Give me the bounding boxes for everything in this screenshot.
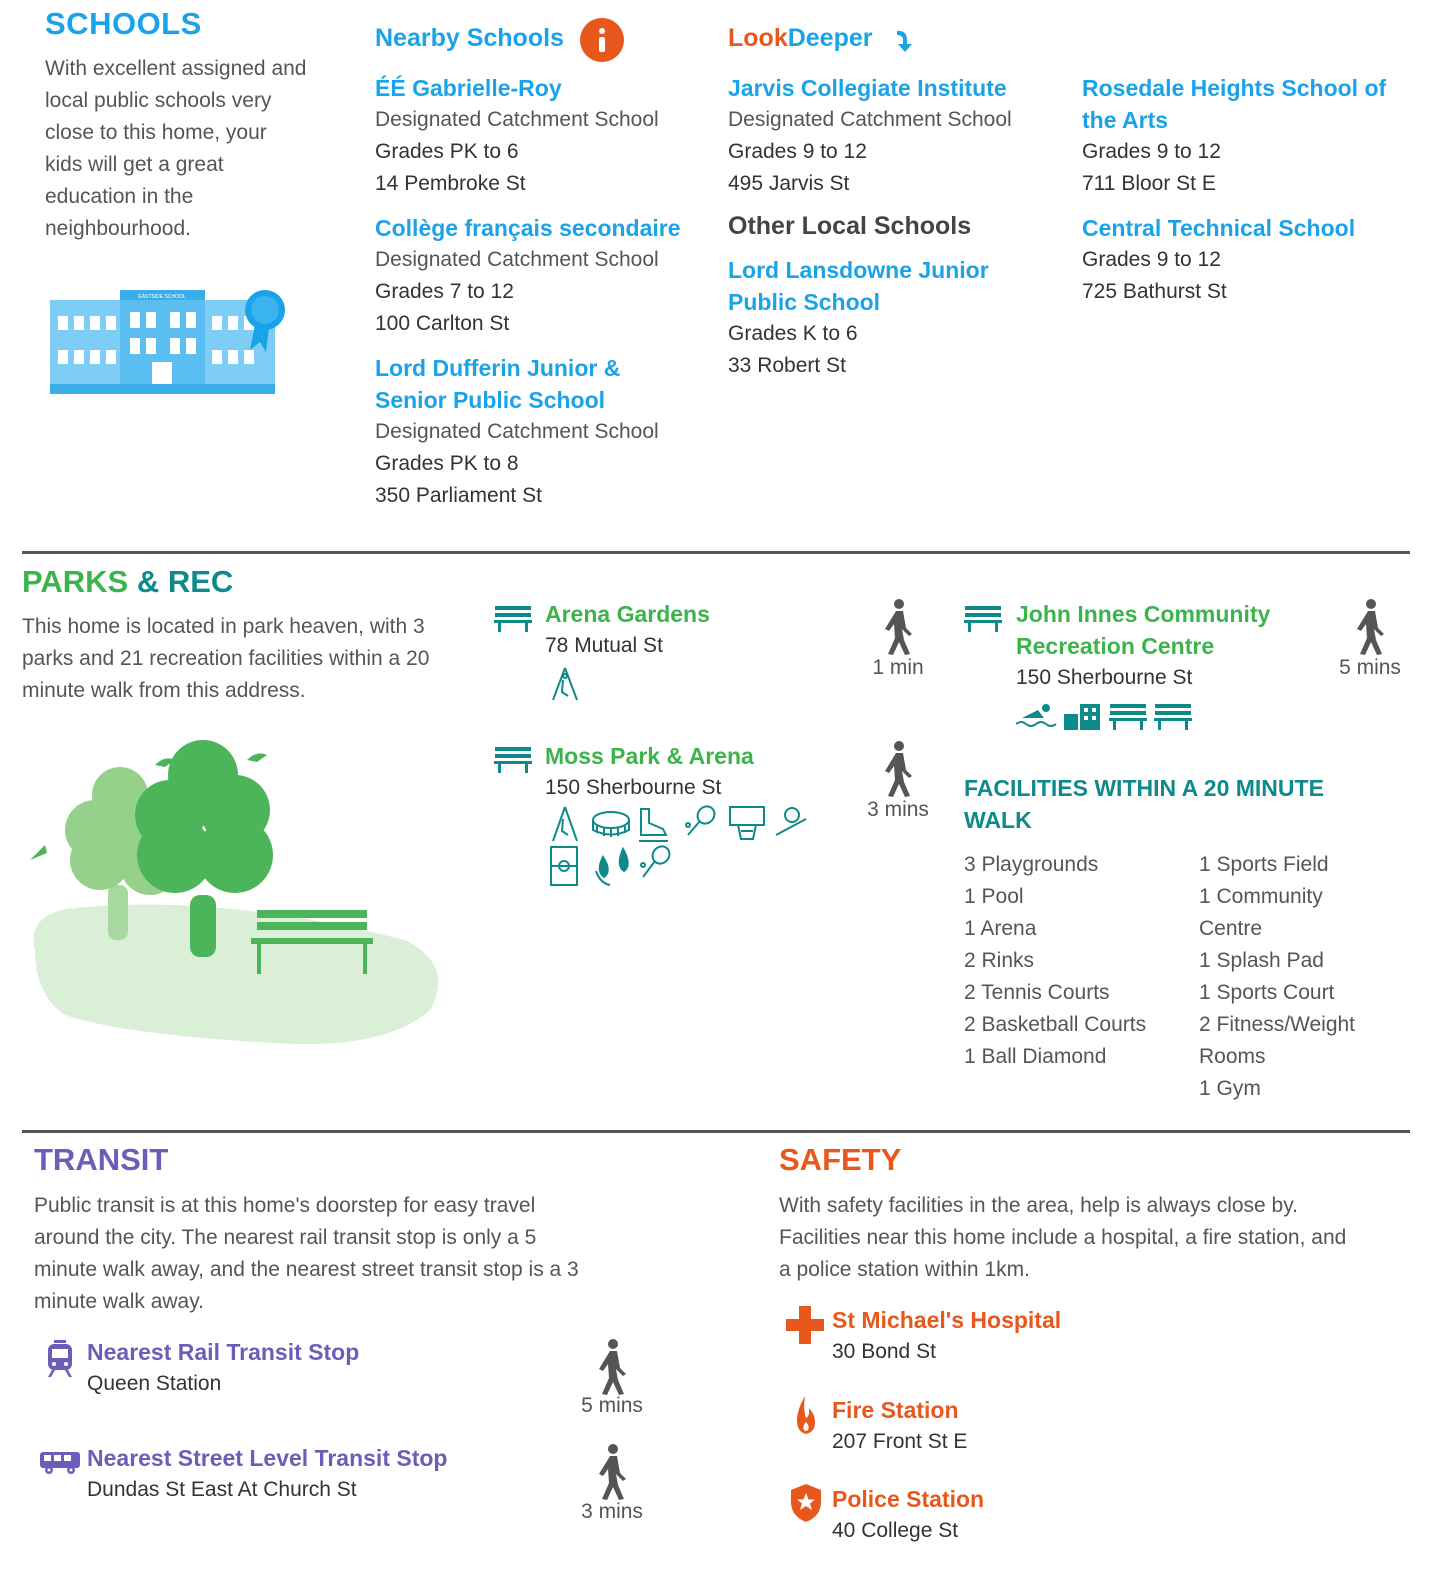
facility-item: 1 Sports Court [1199, 981, 1335, 1004]
bench-icon [494, 745, 532, 773]
walk-time: 5 mins [1339, 656, 1401, 679]
school-name[interactable] [375, 352, 715, 416]
park-address: 150 Sherbourne St [1016, 666, 1193, 689]
facilities-heading [964, 772, 1324, 836]
transit-intro-line: around the city. The nearest rail transit stop is only a 5 [34, 1226, 537, 1249]
fire-icon [793, 1396, 819, 1436]
walking-person-icon [878, 740, 918, 798]
school-grades: Grades 9 to 12 [728, 140, 867, 163]
school-type: Designated Catchment School [375, 248, 659, 271]
nearby-schools-heading: Nearby Schools [375, 24, 564, 52]
park-name-line2: Recreation Centre [1016, 633, 1215, 659]
facility-item: 1 Gym [1199, 1077, 1261, 1100]
facility-item: 2 Fitness/Weight [1199, 1013, 1356, 1036]
school-name[interactable]: Jarvis Collegiate Institute [728, 75, 1007, 101]
section-divider [22, 1130, 1410, 1133]
park-name[interactable] [1016, 598, 1270, 662]
school-name-line2: Public School [728, 289, 881, 315]
moss-park-facility-icons [548, 805, 818, 889]
facility-item: 1 Arena [964, 917, 1037, 940]
pool-icon [1016, 704, 1056, 726]
park-name[interactable]: Moss Park & Arena [545, 743, 754, 769]
park-address: 150 Sherbourne St [545, 776, 722, 799]
safety-address: 30 Bond St [832, 1340, 936, 1363]
lookdeeper-link[interactable] [728, 24, 872, 53]
school-grades: Grades K to 6 [728, 322, 858, 345]
walk-time: 1 min [872, 656, 924, 679]
school-name-line1: Lord Dufferin Junior & [375, 355, 621, 381]
facility-item: 1 Splash Pad [1199, 949, 1324, 972]
school-list-col3 [1082, 72, 1427, 308]
safety-intro-line: With safety facilities in the area, help is always close by. [779, 1194, 1299, 1217]
splash-pad-icon [596, 849, 628, 885]
facility-item: 2 Rinks [964, 949, 1035, 972]
transit-intro [34, 1190, 579, 1318]
street-stop-label[interactable]: Nearest Street Level Transit Stop [87, 1445, 448, 1471]
school-sign: EASTSIDE SCHOOL [138, 294, 186, 300]
facility-item: 3 Playgrounds [964, 853, 1099, 876]
school-address: 711 Bloor St E [1082, 172, 1216, 195]
school-address: 725 Bathurst St [1082, 280, 1227, 303]
school-name[interactable]: Central Technical School [1082, 215, 1356, 241]
school-address: 14 Pembroke St [375, 172, 526, 195]
school-address: 100 Carlton St [375, 312, 510, 335]
school-grades: Grades PK to 6 [375, 140, 519, 163]
school-address: 495 Jarvis St [728, 172, 850, 195]
safety-name[interactable]: St Michael's Hospital [832, 1307, 1062, 1333]
tennis-icon [641, 843, 673, 877]
facilities-col2 [1199, 849, 1355, 1105]
tennis-icon [686, 805, 718, 835]
playground-slide-icon [550, 666, 580, 702]
school-name-line1: Rosedale Heights School of [1082, 75, 1387, 101]
info-icon[interactable] [580, 18, 624, 62]
lookdeeper-look: Look [728, 24, 788, 52]
school-name-line2: the Arts [1082, 107, 1169, 133]
schools-intro: With excellent assigned and local public schools very close to this home, your kids will get a great education in the neighbourhood. [45, 57, 307, 240]
facility-item: Rooms [1199, 1045, 1266, 1068]
school-grades: Grades PK to 8 [375, 452, 519, 475]
playground-slide-icon [553, 807, 577, 841]
school-name[interactable]: ÉÉ Gabrielle-Roy [375, 75, 562, 101]
community-centre-icon [1064, 704, 1100, 730]
school-type: Designated Catchment School [375, 420, 659, 443]
park-name-line1: John Innes Community [1016, 601, 1271, 627]
transit-intro-line: Public transit is at this home's doorstep for easy travel [34, 1194, 536, 1217]
schools-title: SCHOOLS [45, 6, 202, 41]
parks-intro: This home is located in park heaven, with 3 parks and 21 recreation facilities within a 20 minute walk from this address. [22, 615, 430, 702]
street-stop-name: Dundas St East At Church St [87, 1478, 357, 1501]
facility-item: 1 Ball Diamond [964, 1045, 1107, 1068]
facilities-col1 [964, 849, 1146, 1073]
park-name[interactable]: Arena Gardens [545, 601, 710, 627]
parks-title-parks: PARKS [22, 564, 129, 599]
ball-diamond-icon [776, 808, 806, 835]
school-type: Designated Catchment School [728, 108, 1012, 131]
transit-intro-line: minute walk away, and the nearest street transit stop is a 3 [34, 1258, 579, 1281]
school-name[interactable] [1082, 72, 1427, 136]
school-grades: Grades 7 to 12 [375, 280, 514, 303]
school-name-line1: Lord Lansdowne Junior [728, 257, 989, 283]
walking-person-icon [592, 1338, 632, 1396]
train-icon [46, 1340, 74, 1378]
school-name[interactable]: Collège français secondaire [375, 215, 681, 241]
rail-stop-name: Queen Station [87, 1372, 222, 1395]
basketball-icon [730, 807, 764, 839]
section-divider [22, 551, 1410, 554]
school-building-illustration [50, 280, 290, 400]
facility-item: 2 Tennis Courts [964, 981, 1110, 1004]
school-address: 350 Parliament St [375, 484, 542, 507]
walking-person-icon [878, 598, 918, 656]
school-list-col2 [728, 72, 1073, 382]
school-grades: Grades 9 to 12 [1082, 248, 1221, 271]
skate-icon [639, 809, 668, 841]
facility-item: 1 Sports Field [1199, 853, 1329, 876]
arena-icon [593, 812, 629, 837]
safety-intro [779, 1190, 1346, 1286]
walk-time: 5 mins [581, 1394, 643, 1417]
other-local-schools-heading: Other Local Schools [728, 212, 972, 240]
sports-field-icon [551, 847, 577, 885]
safety-title: SAFETY [779, 1142, 902, 1177]
facility-item: 1 Community [1199, 885, 1323, 908]
bench-icon [964, 604, 1002, 632]
school-name-line2: Senior Public School [375, 387, 606, 413]
walk-time: 3 mins [867, 798, 929, 821]
hospital-cross-icon [786, 1306, 824, 1344]
school-address: 33 Robert St [728, 354, 846, 377]
safety-name[interactable]: Fire Station [832, 1397, 959, 1423]
safety-name[interactable]: Police Station [832, 1486, 985, 1512]
john-innes-facility-icons [1016, 700, 1196, 732]
facilities-heading-line2: WALK [964, 807, 1032, 833]
lookdeeper-deeper: Deeper [787, 24, 873, 52]
bus-icon [40, 1450, 82, 1476]
rail-stop-label[interactable]: Nearest Rail Transit Stop [87, 1339, 360, 1365]
parks-title-rec: & REC [136, 564, 234, 599]
walking-person-icon [592, 1443, 632, 1501]
school-grades: Grades 9 to 12 [1082, 140, 1221, 163]
safety-address: 40 College St [832, 1519, 959, 1542]
arrow-down-icon [893, 28, 917, 54]
facility-item: Centre [1199, 917, 1263, 940]
transit-title: TRANSIT [34, 1142, 169, 1177]
transit-intro-line: minute walk away. [34, 1290, 205, 1313]
bench-icon [1109, 704, 1147, 730]
walk-time: 3 mins [581, 1500, 643, 1523]
facilities-heading-line1: FACILITIES WITHIN A 20 MINUTE [964, 775, 1324, 801]
park-address: 78 Mutual St [545, 634, 663, 657]
school-type: Designated Catchment School [375, 108, 659, 131]
school-name[interactable] [728, 254, 1073, 318]
bench-icon [1154, 704, 1192, 730]
park-illustration [25, 735, 445, 1050]
facility-item: 2 Basketball Courts [964, 1013, 1147, 1036]
police-badge-icon [791, 1484, 821, 1522]
parks-title [22, 564, 233, 600]
bench-icon [494, 604, 532, 632]
safety-intro-line: a police station within 1km. [779, 1258, 1030, 1281]
safety-address: 207 Front St E [832, 1430, 968, 1453]
safety-intro-line: Facilities near this home include a hospital, a fire station, and [779, 1226, 1347, 1249]
school-list-col1 [375, 72, 715, 512]
walking-person-icon [1350, 598, 1390, 656]
facility-item: 1 Pool [964, 885, 1024, 908]
